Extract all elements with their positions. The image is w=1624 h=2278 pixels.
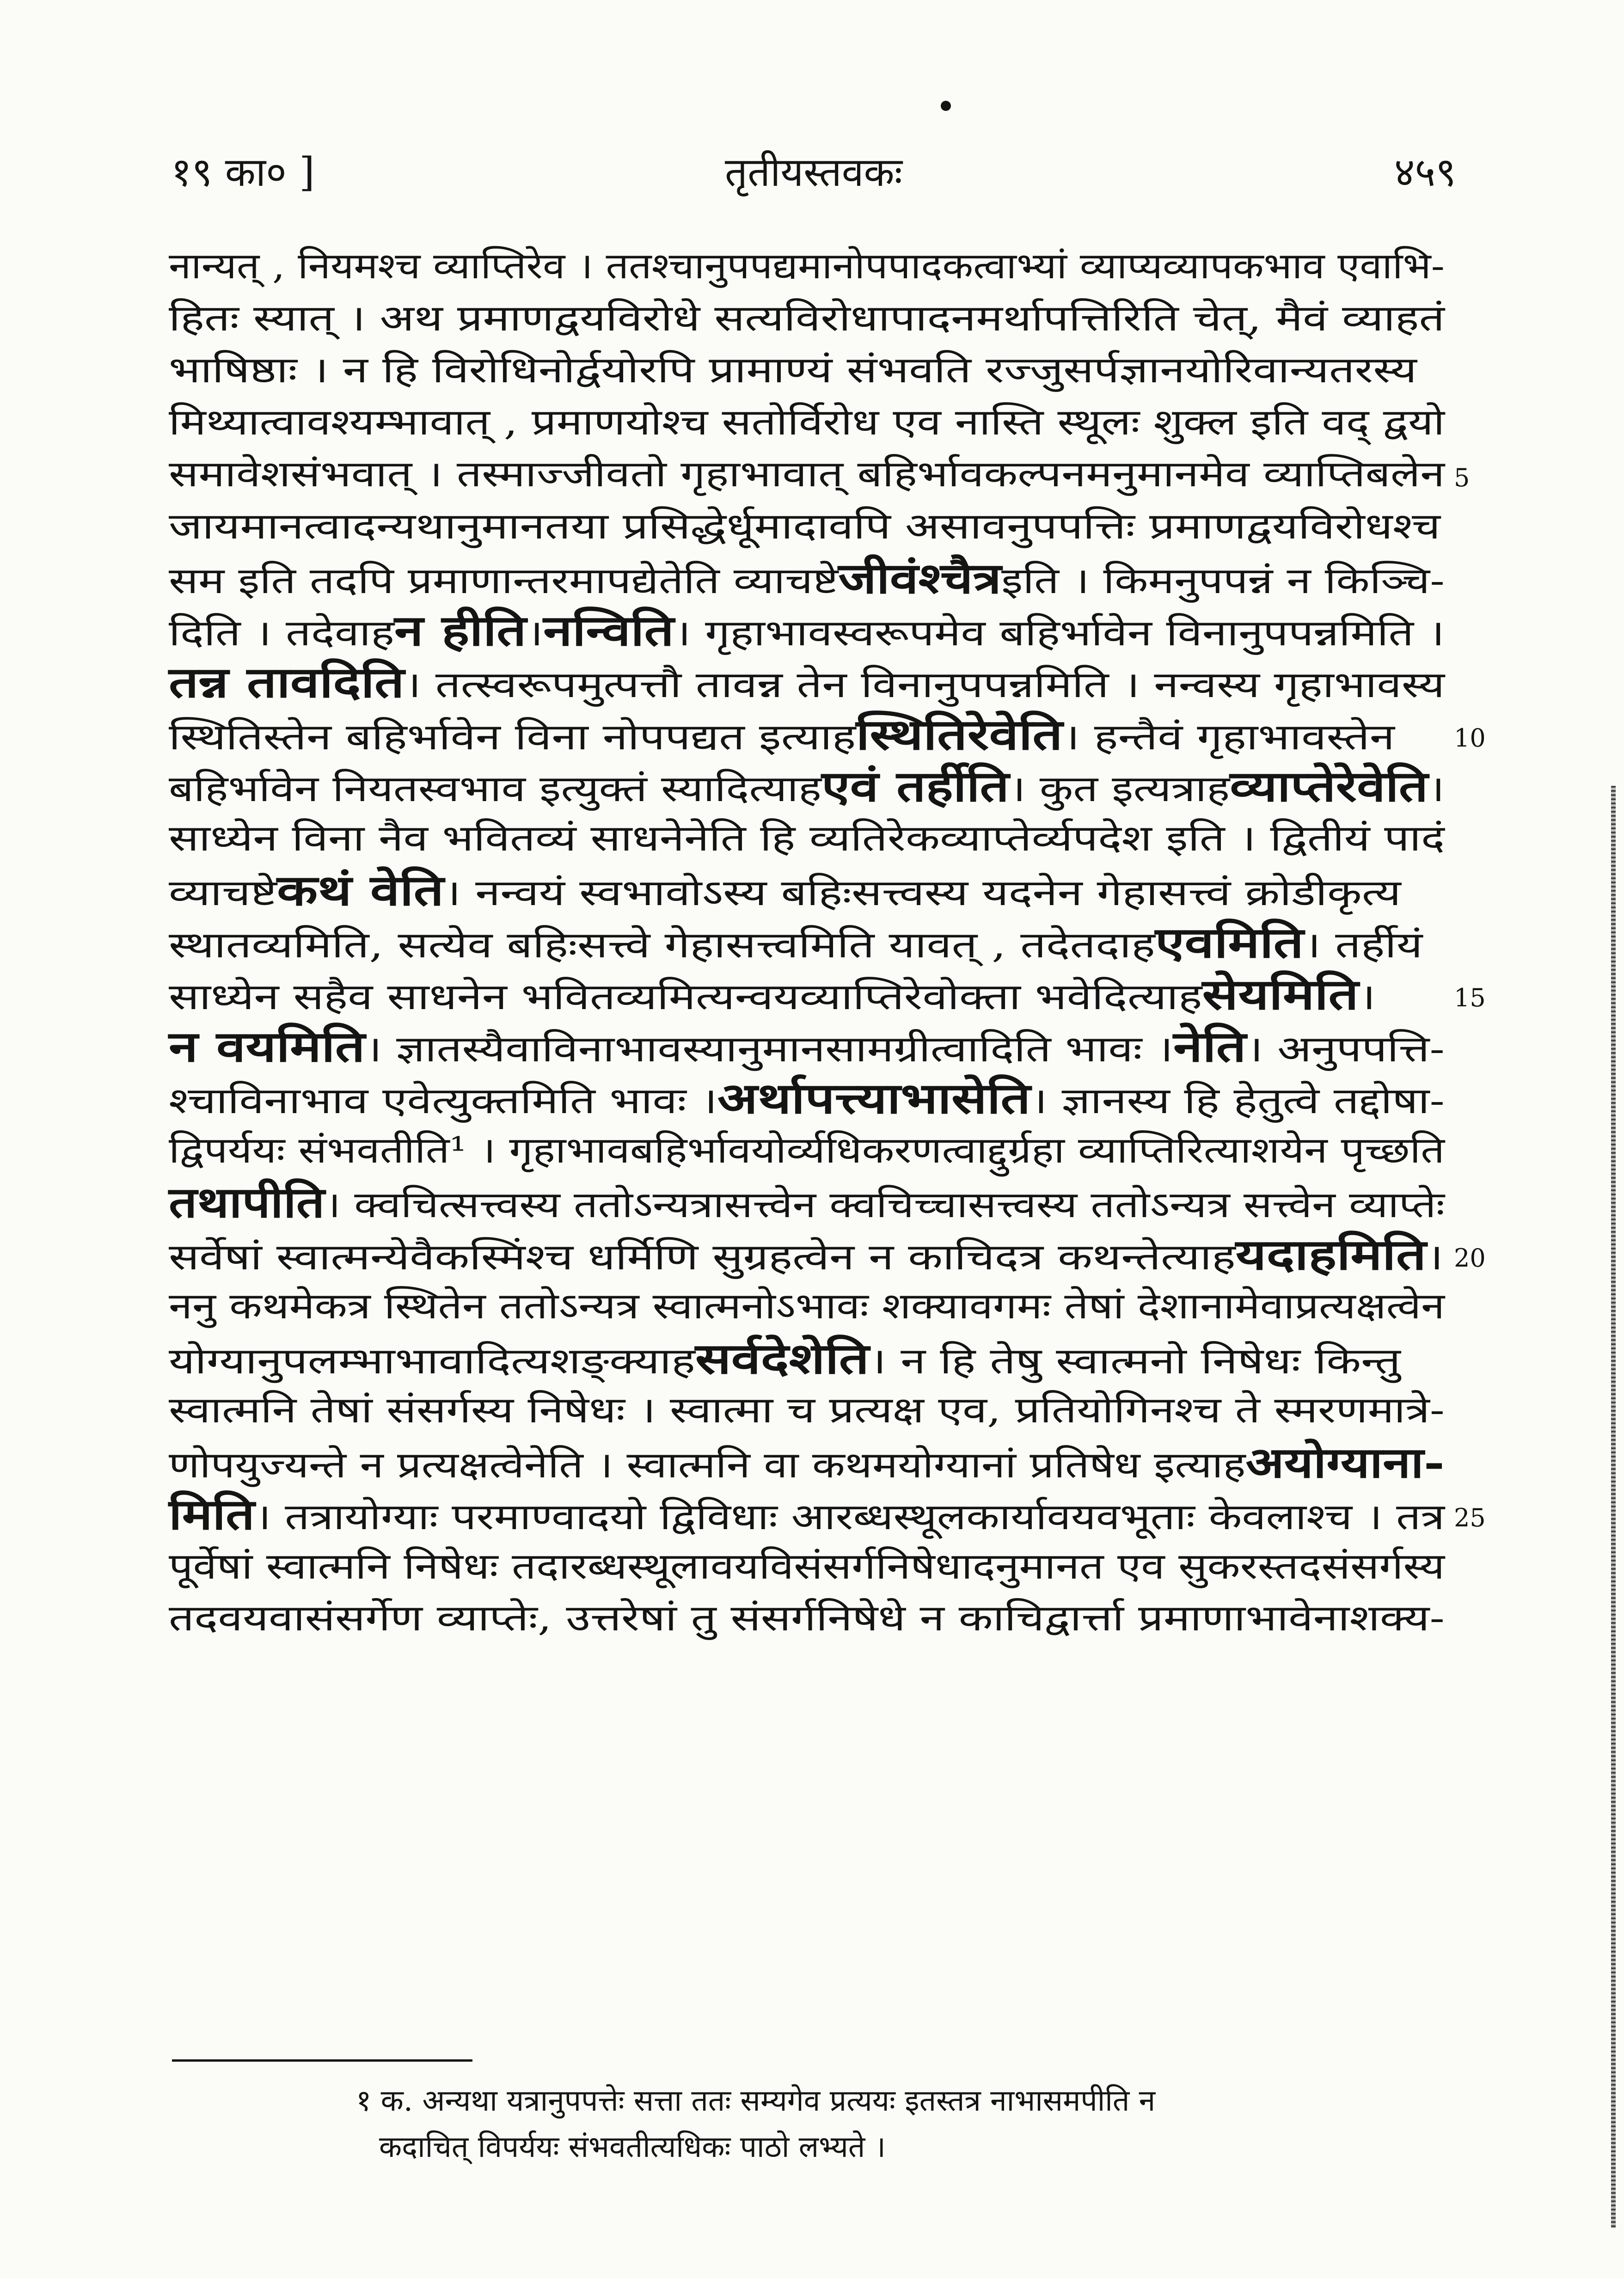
text-line <box>169 813 1445 865</box>
text-segment: साध्येन सहैव साधनेन भवितव्यमित्यन्वयव्याप्तिरेवोक्ता भवेदित्याह <box>169 976 1202 1018</box>
text-line <box>169 1280 1445 1333</box>
text-segment: । गृहाभावस्वरूपमेव बहिर्भावेन विनानुपपन्नमिति । <box>674 612 1445 654</box>
text-segment: । <box>526 612 544 654</box>
text-segment: तदवयवासंसर्गेण व्याप्तेः, उत्तरेषां तु संसर्गनिषेधे न काचिद्वार्त्ता प्रमाणाभावेनाशक्य- <box>169 1598 1445 1639</box>
header-title: तृतीयस्तवकः <box>725 149 902 196</box>
text-line <box>169 760 1445 813</box>
text-segment: पूर्वेषां स्वात्मनि निषेधः तदारब्धस्थूलावयविसंसर्गनिषेधादनुमानत एव सुकरस्तदसंसर्गस्य <box>169 1545 1445 1587</box>
text-segment: । न हि तेषु स्वात्मनो निषेधः किन्तु <box>869 1340 1401 1382</box>
lemma-keyword: एवमिति <box>1155 917 1304 968</box>
text-segment: साध्येन विना नैव भवितव्यं साधनेनेति हि व्यतिरेकव्याप्तेर्व्यपदेश इति । द्वितीयं पादं <box>169 817 1445 859</box>
text-segment: हितः स्यात् । अथ प्रमाणद्वयविरोधे सत्यविरोधापादनमर्थापत्तिरिति चेत्, मैवं व्याहतं <box>169 297 1445 339</box>
header-section-ref: १९ का० ] <box>171 149 315 196</box>
lemma-keyword: न वयमिति <box>169 1021 365 1072</box>
text-line <box>169 1541 1445 1593</box>
text-segment: । नन्वयं स्वभावोऽस्य बहिःसत्त्वस्य यदनेन गेहासत्त्वं क्रोडीकृत्य <box>444 872 1401 914</box>
text-line <box>169 552 1445 605</box>
text-segment: । हन्तैवं गृहाभावस्तेन <box>1062 716 1395 758</box>
text-line <box>169 1384 1445 1437</box>
text-segment: । <box>1358 976 1376 1018</box>
text-segment: । तर्हीयं <box>1304 924 1423 966</box>
text-segment: । ज्ञातस्यैवाविनाभावस्यानुमानसामग्रीत्वादिति भावः । <box>365 1028 1173 1070</box>
text-line <box>169 864 1445 917</box>
footnote-divider <box>172 2059 472 2062</box>
text-line <box>169 1021 1445 1073</box>
lemma-keyword: अयोग्याना- <box>1245 1437 1445 1488</box>
text-segment: श्चाविनाभाव एवेत्युक्तमिति भावः । <box>169 1080 717 1122</box>
text-line <box>169 448 1470 501</box>
text-line <box>169 344 1445 397</box>
text-line <box>169 1176 1445 1229</box>
lemma-keyword: एवं तर्हीति <box>821 761 1010 811</box>
lemma-keyword: स्थितिरेवेति <box>856 709 1063 759</box>
lemma-keyword: नन्विति <box>543 605 674 655</box>
scan-edge-border <box>1611 786 1616 2228</box>
text-line <box>169 1592 1445 1645</box>
lemma-keyword: जीवंश्चैत्र <box>838 553 1002 603</box>
print-mark <box>941 101 951 111</box>
main-text <box>169 240 1486 1645</box>
lemma-keyword: व्याप्तेरेवेति <box>1230 761 1428 811</box>
text-segment: इति । किमनुपपन्नं न किञ्चि- <box>1001 560 1445 602</box>
text-segment: । <box>1426 1236 1444 1278</box>
text-segment: जायमानत्वादन्यथानुमानतया प्रसिद्धेर्धूमादावपि असावनुपपत्तिः प्रमाणद्वयविरोधश्च <box>169 505 1440 547</box>
text-segment: स्थातव्यमिति, सत्येव बहिःसत्त्वे गेहासत्त्वमिति यावत् , तदेतदाह <box>169 924 1155 966</box>
lemma-keyword: तन्न तावदिति <box>169 657 404 707</box>
text-segment: दिति । तदेवाह <box>169 612 395 654</box>
lemma-keyword: यदाहमिति <box>1235 1229 1427 1280</box>
line-number: 5 <box>1454 463 1470 492</box>
lemma-keyword: मिति <box>169 1489 255 1539</box>
text-line <box>169 397 1445 449</box>
text-line <box>169 1125 1445 1177</box>
line-number: 15 <box>1454 983 1486 1012</box>
lemma-keyword: सर्वदेशेति <box>695 1333 870 1384</box>
text-line <box>169 1437 1445 1489</box>
lemma-keyword: कथं वेति <box>277 865 444 915</box>
lemma-keyword: तथापीति <box>169 1177 325 1227</box>
text-segment: स्वात्मनि तेषां संसर्गस्य निषेधः । स्वात्मा च प्रत्यक्ष एव, प्रतियोगिनश्च ते स्मरणमात्रे- <box>169 1390 1445 1431</box>
text-segment: योग्यानुपलम्भाभावादित्यशङ्क्याह <box>169 1340 695 1382</box>
lemma-keyword: सेयमिति <box>1202 969 1359 1019</box>
page-header <box>171 147 1456 202</box>
lemma-keyword: नेति <box>1173 1021 1246 1072</box>
text-line <box>169 917 1445 969</box>
text-segment: भाषिष्ठाः । न हि विरोधिनोर्द्वयोरपि प्रामाण्यं संभवति रज्जुसर्पज्ञानयोरिवान्यतरस्य <box>169 349 1417 391</box>
text-segment: मिथ्यात्वावश्यम्भावात् , प्रमाणयोश्च सतोर्विरोध एव नास्ति स्थूलः शुक्ल इति वद् द्वयो <box>169 401 1445 443</box>
text-segment: । ज्ञानस्य हि हेतुत्वे तद्दोषा- <box>1030 1080 1445 1122</box>
text-line <box>169 293 1445 345</box>
text-line <box>169 605 1445 657</box>
text-line <box>169 709 1486 761</box>
text-segment: ननु कथमेकत्र स्थितेन ततोऽन्यत्र स्वात्मनोऽभावः शक्यावगमः तेषां देशानामेवाप्रत्यक्षत्वेन <box>169 1286 1445 1327</box>
text-segment: बहिर्भावेन नियतस्वभाव इत्युक्तं स्यादित्याह <box>169 768 822 810</box>
text-segment: । <box>1428 768 1445 810</box>
text-segment: । तत्रायोग्याः परमाण्वादयो द्विविधाः आरब्धस्थूलकार्यावयवभूताः केवलाश्च । तत्र <box>254 1496 1445 1538</box>
text-segment: नान्यत् , नियमश्च व्याप्तिरेव । ततश्चानुपपद्यमानोपपादकत्वाभ्यां व्याप्यव्यापकभाव एवाभि- <box>169 245 1445 287</box>
text-line <box>169 1333 1445 1385</box>
text-line <box>169 1488 1486 1541</box>
footnote-line: कदाचित् विपर्ययः संभवतीत्यधिकः पाठो लभ्यते । <box>379 2130 886 2164</box>
text-segment: व्याचष्टे <box>169 872 277 914</box>
lemma-keyword: न हीति <box>394 605 527 655</box>
footnote-line: १ क. अन्यथा यत्रानुपपत्तेः सत्ता ततः सम्यगेव प्रत्ययः इतस्तत्र नाभासमपीति न <box>356 2084 1156 2118</box>
text-segment: सम इति तदपि प्रमाणान्तरमापद्येतेति व्याचष्टे <box>169 560 839 602</box>
text-segment: । क्वचित्सत्त्वस्य ततोऽन्यत्रासत्त्वेन क्वचिच्चासत्त्वस्य ततोऽन्यत्र सत्त्वेन व्याप्तेः <box>325 1184 1445 1226</box>
text-line <box>169 501 1445 553</box>
text-segment: । अनुपपत्ति- <box>1246 1028 1445 1070</box>
text-line <box>169 656 1445 709</box>
lemma-keyword: अर्थापत्त्याभासेति <box>717 1073 1031 1123</box>
line-number: 20 <box>1454 1243 1486 1273</box>
page-number: ४५९ <box>1394 149 1456 196</box>
line-number: 10 <box>1454 723 1486 753</box>
text-segment: णोपयुज्यन्ते न प्रत्यक्षत्वेनेति । स्वात्मनि वा कथमयोग्यानां प्रतिषेध इत्याह <box>169 1444 1246 1486</box>
text-segment: समावेशसंभवात् । तस्माज्जीवतो गृहाभावात् बहिर्भावकल्पनमनुमानमेव व्याप्तिबलेन <box>169 453 1445 495</box>
text-segment: स्थितिस्तेन बहिर्भावेन विना नोपपद्यत इत्याह <box>169 716 856 758</box>
text-segment: । कुत इत्यत्राह <box>1009 768 1230 810</box>
line-number: 25 <box>1454 1503 1486 1532</box>
footnote <box>356 2078 1465 2170</box>
text-segment: सर्वेषां स्वात्मन्येवैकस्मिंश्च धर्मिणि सुग्रहत्वेन न काचिदत्र कथन्तेत्याह <box>169 1236 1236 1278</box>
text-segment: द्विपर्ययः संभवतीति¹ । गृहाभावबहिर्भावयोर्व्यधिकरणत्वाद्दुर्ग्रहा व्याप्तिरित्याशयेन पृच्छति <box>169 1129 1445 1171</box>
text-line <box>169 968 1486 1021</box>
text-line <box>169 1072 1445 1125</box>
text-segment: । तत्स्वरूपमुत्पत्तौ तावन्न तेन विनानुपपन्नमिति । नन्वस्य गृहाभावस्य <box>404 664 1445 706</box>
text-line <box>169 240 1445 293</box>
text-line <box>169 1229 1486 1281</box>
